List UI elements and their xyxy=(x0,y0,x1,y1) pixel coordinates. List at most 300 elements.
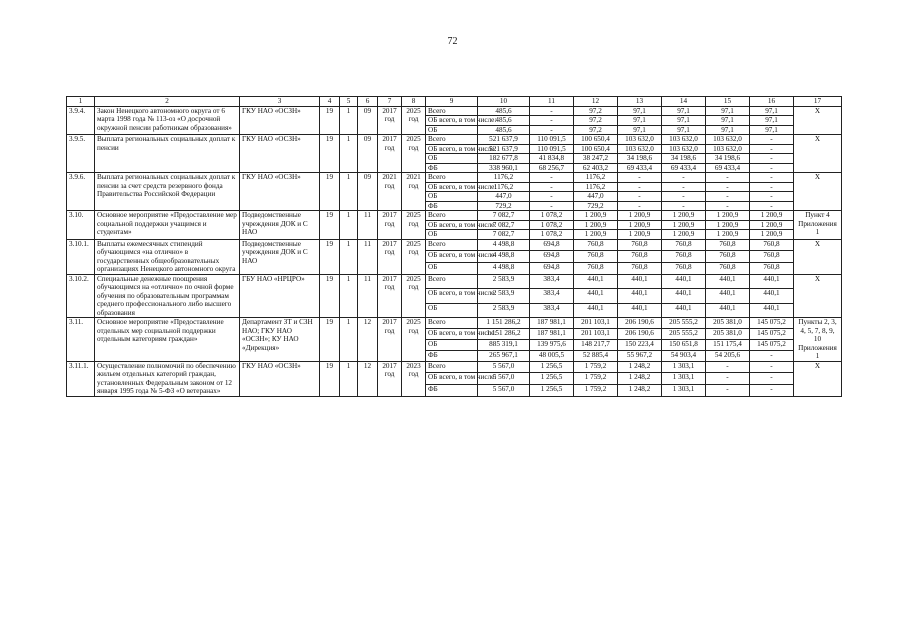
amount-cell: 145 075,2 xyxy=(750,328,794,339)
code-cell: 1 xyxy=(340,361,358,396)
amount-cell: - xyxy=(750,182,794,191)
amount-cell: - xyxy=(750,384,794,396)
amount-cell: 54 205,6 xyxy=(706,350,750,361)
amount-cell: 206 190,6 xyxy=(618,318,662,329)
amount-cell: 34 198,6 xyxy=(662,154,706,163)
column-number-cell: 8 xyxy=(402,97,426,107)
amount-cell: 97,1 xyxy=(706,116,750,125)
amount-cell: 729,2 xyxy=(574,201,618,210)
amount-cell: - xyxy=(706,182,750,191)
amount-cell: - xyxy=(530,173,574,182)
code-cell: 11 xyxy=(358,274,378,317)
amount-cell: 100 650,4 xyxy=(574,135,618,144)
end-year-cell: 2025 год xyxy=(402,211,426,239)
amount-cell: - xyxy=(750,192,794,201)
amount-cell: 1 200,9 xyxy=(574,220,618,229)
amount-cell: 103 632,0 xyxy=(618,144,662,153)
note-cell: Пункты 2, 3, 4, 5, 7, 8, 9, 10 Приложения 1 xyxy=(794,318,842,361)
amount-cell: 485,6 xyxy=(478,125,530,134)
amount-cell: 1 303,1 xyxy=(662,384,706,396)
amount-cell: 55 967,2 xyxy=(618,350,662,361)
item-number-cell: 3.10.1. xyxy=(67,239,95,274)
executor-cell: ГКУ НАО «ОСЗН» xyxy=(240,173,320,211)
amount-cell: 148 217,7 xyxy=(574,339,618,350)
amount-cell: 206 190,6 xyxy=(618,328,662,339)
start-year-cell: 2017 год xyxy=(378,135,402,173)
amount-cell: - xyxy=(618,173,662,182)
note-cell: Х xyxy=(794,361,842,396)
amount-cell: 97,2 xyxy=(574,125,618,134)
executor-cell: ГКУ НАО «ОСЗН» xyxy=(240,107,320,135)
amount-cell: 97,1 xyxy=(750,107,794,116)
column-number-cell: 10 xyxy=(478,97,530,107)
column-number-cell: 13 xyxy=(618,97,662,107)
amount-cell: 187 981,1 xyxy=(530,318,574,329)
amount-cell: - xyxy=(750,144,794,153)
amount-cell: 150 223,4 xyxy=(618,339,662,350)
column-number-cell: 4 xyxy=(320,97,340,107)
amount-cell: 338 960,1 xyxy=(478,163,530,172)
amount-cell: 440,1 xyxy=(618,274,662,288)
funding-source-cell: Всего xyxy=(426,361,478,373)
amount-cell: 521 637,9 xyxy=(478,135,530,144)
amount-cell: - xyxy=(750,350,794,361)
amount-cell: 52 885,4 xyxy=(574,350,618,361)
amount-cell: 201 103,1 xyxy=(574,328,618,339)
amount-cell: - xyxy=(530,125,574,134)
amount-cell: - xyxy=(750,154,794,163)
funding-source-cell: ФБ xyxy=(426,201,478,210)
amount-cell: 4 498,8 xyxy=(478,263,530,275)
amount-cell: 694,8 xyxy=(530,263,574,275)
amount-cell: 2 583,9 xyxy=(478,303,530,317)
end-year-cell: 2025 год xyxy=(402,274,426,317)
table-row xyxy=(67,239,842,251)
item-name-cell: Выплата региональных социальных доплат к пенсии за счет средств резервного фонда Правительства Российской Федерации xyxy=(95,173,240,211)
code-cell: 09 xyxy=(358,107,378,135)
amount-cell: 187 981,1 xyxy=(530,328,574,339)
code-cell: 19 xyxy=(320,173,340,211)
program-table xyxy=(66,96,842,397)
amount-cell: 1 200,9 xyxy=(662,220,706,229)
amount-cell: 38 247,2 xyxy=(574,154,618,163)
amount-cell: 760,8 xyxy=(618,263,662,275)
amount-cell: 34 198,6 xyxy=(618,154,662,163)
amount-cell: - xyxy=(750,135,794,144)
amount-cell: 69 433,4 xyxy=(618,163,662,172)
code-cell: 12 xyxy=(358,361,378,396)
amount-cell: 110 091,5 xyxy=(530,135,574,144)
column-number-cell: 17 xyxy=(794,97,842,107)
amount-cell: - xyxy=(750,361,794,373)
code-cell: 09 xyxy=(358,173,378,211)
amount-cell: 5 567,0 xyxy=(478,361,530,373)
amount-cell: 760,8 xyxy=(750,251,794,263)
amount-cell: 440,1 xyxy=(618,303,662,317)
amount-cell: 7 082,7 xyxy=(478,230,530,239)
amount-cell: - xyxy=(662,192,706,201)
code-cell: 19 xyxy=(320,211,340,239)
amount-cell: - xyxy=(618,182,662,191)
funding-source-cell: ОБ xyxy=(426,339,478,350)
end-year-cell: 2023 год xyxy=(402,361,426,396)
funding-source-cell: ОБ xyxy=(426,230,478,239)
funding-source-cell: ОБ xyxy=(426,125,478,134)
amount-cell: 34 198,6 xyxy=(706,154,750,163)
end-year-cell: 2025 год xyxy=(402,107,426,135)
amount-cell: - xyxy=(706,361,750,373)
start-year-cell: 2017 год xyxy=(378,361,402,396)
item-name-cell: Выплата региональных социальных доплат к пенсии xyxy=(95,135,240,173)
amount-cell: 69 433,4 xyxy=(662,163,706,172)
amount-cell: 440,1 xyxy=(706,303,750,317)
amount-cell: 110 091,5 xyxy=(530,144,574,153)
executor-cell: Подведомственные учреждения ДОК и С НАО xyxy=(240,211,320,239)
amount-cell: 440,1 xyxy=(662,289,706,303)
executor-cell: Подведомственные учреждения ДОК и С НАО xyxy=(240,239,320,274)
amount-cell: 1 256,5 xyxy=(530,361,574,373)
amount-cell: 1 200,9 xyxy=(662,211,706,220)
amount-cell: 5 567,0 xyxy=(478,384,530,396)
code-cell: 19 xyxy=(320,318,340,361)
amount-cell: 1 303,1 xyxy=(662,373,706,385)
amount-cell: - xyxy=(706,173,750,182)
amount-cell: 1 078,2 xyxy=(530,211,574,220)
amount-cell: 1176,2 xyxy=(574,182,618,191)
funding-source-cell: ОБ всего, в том числе: xyxy=(426,220,478,229)
amount-cell: 440,1 xyxy=(706,274,750,288)
amount-cell: - xyxy=(706,192,750,201)
amount-cell: 201 103,1 xyxy=(574,318,618,329)
funding-source-cell: ФБ xyxy=(426,350,478,361)
code-cell: 11 xyxy=(358,211,378,239)
start-year-cell: 2017 год xyxy=(378,211,402,239)
amount-cell: 205 555,2 xyxy=(662,328,706,339)
table-row xyxy=(67,318,842,329)
amount-cell: - xyxy=(530,182,574,191)
amount-cell: 265 967,1 xyxy=(478,350,530,361)
funding-source-cell: ФБ xyxy=(426,384,478,396)
amount-cell: - xyxy=(662,201,706,210)
funding-source-cell: Всего xyxy=(426,135,478,144)
funding-source-cell: Всего xyxy=(426,107,478,116)
amount-cell: 1 200,9 xyxy=(574,211,618,220)
amount-cell: 5 567,0 xyxy=(478,373,530,385)
column-number-cell: 11 xyxy=(530,97,574,107)
funding-source-cell: Всего xyxy=(426,274,478,288)
amount-cell: 440,1 xyxy=(706,289,750,303)
amount-cell: 1 200,9 xyxy=(618,211,662,220)
note-cell: Х xyxy=(794,107,842,135)
funding-source-cell: ОБ xyxy=(426,303,478,317)
amount-cell: 760,8 xyxy=(618,239,662,251)
amount-cell: - xyxy=(750,373,794,385)
amount-cell: 1 151 286,2 xyxy=(478,328,530,339)
amount-cell: 1 759,2 xyxy=(574,384,618,396)
amount-cell: 1 200,9 xyxy=(706,220,750,229)
code-cell: 1 xyxy=(340,274,358,317)
funding-source-cell: ОБ всего, в том числе: xyxy=(426,116,478,125)
column-number-cell: 2 xyxy=(95,97,240,107)
amount-cell: - xyxy=(706,384,750,396)
amount-cell: 1 256,5 xyxy=(530,373,574,385)
code-cell: 1 xyxy=(340,211,358,239)
amount-cell: - xyxy=(706,201,750,210)
page-number: 72 xyxy=(447,36,458,47)
amount-cell: 760,8 xyxy=(618,251,662,263)
amount-cell: 103 632,0 xyxy=(706,144,750,153)
amount-cell: 694,8 xyxy=(530,251,574,263)
start-year-cell: 2021 год xyxy=(378,173,402,211)
amount-cell: 151 175,4 xyxy=(706,339,750,350)
amount-cell: 41 834,8 xyxy=(530,154,574,163)
amount-cell: 440,1 xyxy=(574,274,618,288)
amount-cell: 103 632,0 xyxy=(706,135,750,144)
amount-cell: 1 200,9 xyxy=(574,230,618,239)
funding-source-cell: Всего xyxy=(426,239,478,251)
amount-cell: 440,1 xyxy=(662,303,706,317)
funding-source-cell: ОБ всего, в том числе: xyxy=(426,328,478,339)
amount-cell: 7 082,7 xyxy=(478,211,530,220)
amount-cell: 1 200,9 xyxy=(618,230,662,239)
amount-cell: 440,1 xyxy=(750,289,794,303)
amount-cell: 760,8 xyxy=(662,263,706,275)
amount-cell: 97,1 xyxy=(750,125,794,134)
amount-cell: 1 200,9 xyxy=(706,211,750,220)
funding-source-cell: Всего xyxy=(426,318,478,329)
amount-cell: 383,4 xyxy=(530,303,574,317)
funding-source-cell: ОБ xyxy=(426,154,478,163)
amount-cell: - xyxy=(618,192,662,201)
amount-cell: - xyxy=(750,163,794,172)
item-name-cell: Закон Ненецкого автономного округа от 6 марта 1998 года № 113-оз «О досрочной окружной пенсии работникам образования» xyxy=(95,107,240,135)
amount-cell: 1 248,2 xyxy=(618,361,662,373)
amount-cell: 447,0 xyxy=(574,192,618,201)
amount-cell: - xyxy=(662,173,706,182)
item-number-cell: 3.9.6. xyxy=(67,173,95,211)
executor-cell: ГБУ НАО «НРЦРО» xyxy=(240,274,320,317)
amount-cell: 760,8 xyxy=(662,251,706,263)
amount-cell: 97,1 xyxy=(750,116,794,125)
amount-cell: 1 759,2 xyxy=(574,361,618,373)
amount-cell: 440,1 xyxy=(574,289,618,303)
amount-cell: 760,8 xyxy=(662,239,706,251)
amount-cell: 485,6 xyxy=(478,107,530,116)
amount-cell: 760,8 xyxy=(706,239,750,251)
amount-cell: 69 433,4 xyxy=(706,163,750,172)
code-cell: 1 xyxy=(340,173,358,211)
code-cell: 19 xyxy=(320,274,340,317)
amount-cell: 54 903,4 xyxy=(662,350,706,361)
column-number-cell: 1 xyxy=(67,97,95,107)
amount-cell: 760,8 xyxy=(706,251,750,263)
amount-cell: 2 583,9 xyxy=(478,274,530,288)
amount-cell: 97,1 xyxy=(618,107,662,116)
amount-cell: 97,1 xyxy=(662,116,706,125)
column-number-cell: 9 xyxy=(426,97,478,107)
amount-cell: 48 005,5 xyxy=(530,350,574,361)
column-number-cell: 7 xyxy=(378,97,402,107)
item-number-cell: 3.11. xyxy=(67,318,95,361)
column-number-cell: 3 xyxy=(240,97,320,107)
table-row xyxy=(67,173,842,182)
amount-cell: - xyxy=(618,201,662,210)
amount-cell: 62 403,2 xyxy=(574,163,618,172)
start-year-cell: 2017 год xyxy=(378,318,402,361)
amount-cell: 2 583,9 xyxy=(478,289,530,303)
column-number-cell: 6 xyxy=(358,97,378,107)
amount-cell: 440,1 xyxy=(750,303,794,317)
amount-cell: - xyxy=(530,107,574,116)
code-cell: 19 xyxy=(320,135,340,173)
amount-cell: 1 200,9 xyxy=(750,211,794,220)
code-cell: 19 xyxy=(320,239,340,274)
code-cell: 1 xyxy=(340,107,358,135)
amount-cell: 694,8 xyxy=(530,239,574,251)
amount-cell: 1 200,9 xyxy=(662,230,706,239)
note-cell: Х xyxy=(794,135,842,173)
amount-cell: 1 200,9 xyxy=(750,220,794,229)
item-name-cell: Основное мероприятие «Предоставление мер социальной поддержки учащимся и студентам» xyxy=(95,211,240,239)
funding-source-cell: ОБ всего, в том числе: xyxy=(426,251,478,263)
amount-cell: 885 319,1 xyxy=(478,339,530,350)
amount-cell: 150 651,8 xyxy=(662,339,706,350)
amount-cell: 103 632,0 xyxy=(662,144,706,153)
note-cell: Пункт 4 Приложения 1 xyxy=(794,211,842,239)
amount-cell: 383,4 xyxy=(530,289,574,303)
amount-cell: 760,8 xyxy=(706,263,750,275)
amount-cell: - xyxy=(750,173,794,182)
amount-cell: 97,1 xyxy=(662,125,706,134)
column-number-cell: 16 xyxy=(750,97,794,107)
amount-cell: 139 975,6 xyxy=(530,339,574,350)
amount-cell: 1176,2 xyxy=(478,173,530,182)
amount-cell: 97,2 xyxy=(574,116,618,125)
table-row xyxy=(67,211,842,220)
amount-cell: 68 256,7 xyxy=(530,163,574,172)
amount-cell: 97,1 xyxy=(706,125,750,134)
column-number-cell: 12 xyxy=(574,97,618,107)
amount-cell: 1 200,9 xyxy=(618,220,662,229)
amount-cell: 760,8 xyxy=(574,239,618,251)
amount-cell: - xyxy=(750,201,794,210)
code-cell: 12 xyxy=(358,318,378,361)
item-name-cell: Осуществление полномочий по обеспечению жильем отдельных категорий граждан, установленных Федеральным законом от 12 января 1995 года № 5-ФЗ «О ветеранах» xyxy=(95,361,240,396)
amount-cell: 1 200,9 xyxy=(750,230,794,239)
code-cell: 1 xyxy=(340,239,358,274)
funding-source-cell: ОБ xyxy=(426,192,478,201)
amount-cell: 1 303,1 xyxy=(662,361,706,373)
code-cell: 11 xyxy=(358,239,378,274)
item-number-cell: 3.9.4. xyxy=(67,107,95,135)
column-number-row xyxy=(67,97,842,107)
column-number-cell: 15 xyxy=(706,97,750,107)
item-number-cell: 3.10. xyxy=(67,211,95,239)
note-cell: Х xyxy=(794,173,842,211)
amount-cell: 1 151 286,2 xyxy=(478,318,530,329)
amount-cell: 440,1 xyxy=(750,274,794,288)
item-number-cell: 3.10.2. xyxy=(67,274,95,317)
amount-cell: - xyxy=(530,201,574,210)
funding-source-cell: ОБ всего, в том числе: xyxy=(426,289,478,303)
amount-cell: 383,4 xyxy=(530,274,574,288)
amount-cell: - xyxy=(662,182,706,191)
amount-cell: - xyxy=(706,373,750,385)
amount-cell: 103 632,0 xyxy=(618,135,662,144)
amount-cell: 97,1 xyxy=(618,116,662,125)
end-year-cell: 2025 год xyxy=(402,135,426,173)
amount-cell: 7 082,7 xyxy=(478,220,530,229)
amount-cell: 103 632,0 xyxy=(662,135,706,144)
start-year-cell: 2017 год xyxy=(378,239,402,274)
end-year-cell: 2025 год xyxy=(402,318,426,361)
end-year-cell: 2021 год xyxy=(402,173,426,211)
executor-cell: Департамент ЗТ и СЗН НАО; ГКУ НАО «ОСЗН»; КУ НАО «Дирекция» xyxy=(240,318,320,361)
column-number-cell: 5 xyxy=(340,97,358,107)
amount-cell: 97,1 xyxy=(662,107,706,116)
funding-source-cell: Всего xyxy=(426,173,478,182)
amount-cell: 760,8 xyxy=(574,251,618,263)
amount-cell: 729,2 xyxy=(478,201,530,210)
amount-cell: - xyxy=(530,192,574,201)
item-name-cell: Основное мероприятие «Предоставление отдельных мер социальной поддержки отдельным категориям граждан» xyxy=(95,318,240,361)
amount-cell: 1176,2 xyxy=(478,182,530,191)
amount-cell: 485,6 xyxy=(478,116,530,125)
table-row xyxy=(67,274,842,288)
code-cell: 19 xyxy=(320,361,340,396)
start-year-cell: 2017 год xyxy=(378,274,402,317)
amount-cell: 97,1 xyxy=(618,125,662,134)
item-number-cell: 3.11.1. xyxy=(67,361,95,396)
executor-cell: ГКУ НАО «ОСЗН» xyxy=(240,361,320,396)
code-cell: 09 xyxy=(358,135,378,173)
amount-cell: 440,1 xyxy=(574,303,618,317)
code-cell: 1 xyxy=(340,318,358,361)
amount-cell: 100 650,4 xyxy=(574,144,618,153)
item-number-cell: 3.9.5. xyxy=(67,135,95,173)
funding-source-cell: ФБ xyxy=(426,163,478,172)
code-cell: 19 xyxy=(320,107,340,135)
amount-cell: 447,0 xyxy=(478,192,530,201)
amount-cell: 1 248,2 xyxy=(618,373,662,385)
amount-cell: 4 498,8 xyxy=(478,251,530,263)
amount-cell: 182 677,8 xyxy=(478,154,530,163)
amount-cell: 760,8 xyxy=(750,239,794,251)
funding-source-cell: ОБ всего, в том числе: xyxy=(426,182,478,191)
amount-cell: 440,1 xyxy=(618,289,662,303)
amount-cell: 1 078,2 xyxy=(530,230,574,239)
item-name-cell: Выплаты ежемесячных стипендий обучающимся «на отлично» в государственных общеобразовательных организациях Ненецкого автономного округа xyxy=(95,239,240,274)
amount-cell: 1 200,9 xyxy=(706,230,750,239)
amount-cell: 1 078,2 xyxy=(530,220,574,229)
table-row xyxy=(67,361,842,373)
item-name-cell: Специальные денежные поощрения обучающимся на «отлично» по очной форме обучения по образовательным программам среднего профессионального либо высшего образования xyxy=(95,274,240,317)
amount-cell: 1 248,2 xyxy=(618,384,662,396)
funding-source-cell: ОБ всего, в том числе: xyxy=(426,144,478,153)
executor-cell: ГКУ НАО «ОСЗН» xyxy=(240,135,320,173)
amount-cell: 521 637,9 xyxy=(478,144,530,153)
amount-cell: 760,8 xyxy=(750,263,794,275)
code-cell: 1 xyxy=(340,135,358,173)
note-cell: Х xyxy=(794,239,842,274)
start-year-cell: 2017 год xyxy=(378,107,402,135)
amount-cell: 1176,2 xyxy=(574,173,618,182)
amount-cell: 145 075,2 xyxy=(750,318,794,329)
amount-cell: 145 075,2 xyxy=(750,339,794,350)
table-row xyxy=(67,107,842,116)
amount-cell: 205 555,2 xyxy=(662,318,706,329)
funding-source-cell: ОБ всего, в том числе: xyxy=(426,373,478,385)
